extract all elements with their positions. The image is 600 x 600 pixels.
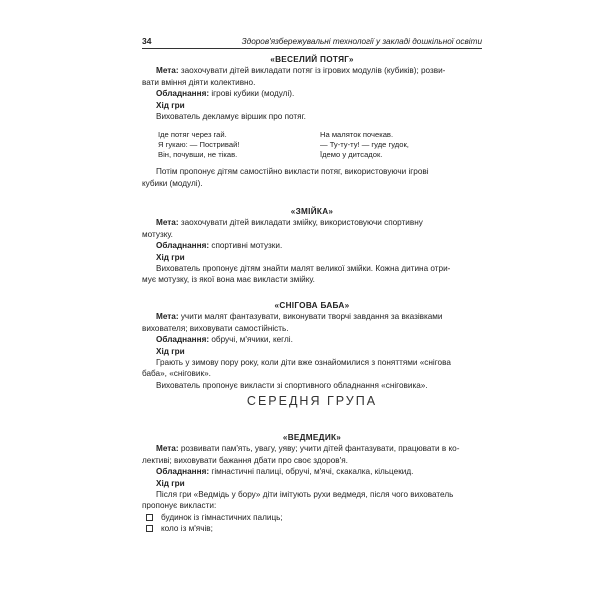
equipment-line <box>142 466 482 477</box>
poem <box>158 130 482 160</box>
list-item <box>142 523 482 534</box>
course-label: Хід гри <box>156 100 185 110</box>
game-title: «ЗМІЙКА» <box>290 207 334 216</box>
goal-label: Мета: <box>156 218 179 228</box>
goal-text: заохочувати дітей викладати змійку, використовуючи спортивну <box>178 218 423 228</box>
list-item-text: будинок із гімнастичних палиць; <box>161 512 283 522</box>
goal-line <box>142 443 482 454</box>
game-zmiika <box>142 206 482 286</box>
poem-left-column <box>158 130 320 160</box>
equipment-line <box>142 88 482 99</box>
goal-text-cont: вихователя; виховувати самостійність. <box>142 323 289 333</box>
goal-text: розвивати пам'ять, увагу, уяву; учити дітей фантазувати, працювати в ко- <box>178 444 460 454</box>
goal-label: Мета: <box>156 312 179 322</box>
course-label: Хід гри <box>156 346 185 356</box>
game-title: «ВЕДМЕДИК» <box>282 433 342 442</box>
course-label: Хід гри <box>156 478 185 488</box>
poem-line: Іде потяг через гай. <box>158 130 227 140</box>
paragraph: Потім пропонує дітям самостійно викласти потяг, використовуючи ігрові <box>156 167 429 177</box>
book-page <box>142 0 482 600</box>
page-number: 34 <box>142 35 152 46</box>
poem-line: — Ту-ту-ту! — гуде гудок, <box>320 140 409 150</box>
running-title: Здоров'язбережувальні технології у закладі дошкільної освіти <box>241 36 482 46</box>
square-bullet-icon <box>146 525 153 532</box>
game-title: «СНІГОВА БАБА» <box>274 301 350 310</box>
paragraph: Після гри «Ведмідь у бору» діти імітують рухи ведмедя, після чого вихователь <box>156 490 454 500</box>
equipment-text: гімнастичні палиці, обручі, м'ячі, скакалка, кільцекид. <box>209 467 414 477</box>
equipment-line <box>142 334 482 345</box>
goal-text-cont: вати вміння діяти колективно. <box>142 77 256 87</box>
equipment-label: Обладнання: <box>156 241 210 251</box>
game-vedmedyk <box>142 432 482 535</box>
goal-line <box>142 217 482 228</box>
group-heading: СЕРЕДНЯ ГРУПА <box>246 394 378 408</box>
poem-line: На маляток почекав. <box>320 130 394 140</box>
goal-text: заохочувати дітей викладати потяг із ігрових модулів (кубиків); розви- <box>178 66 446 76</box>
paragraph-cont: пропонує викласти: <box>142 501 217 511</box>
equipment-label: Обладнання: <box>156 89 210 99</box>
paragraph: Вихователь пропонує дітям знайти малят великої змійки. Кожна дитина отри- <box>156 264 451 274</box>
poem-line: Я гукаю: — Постривай! <box>158 140 240 150</box>
goal-text-cont: лективі; виховувати бажання дбати про своє здоров'я. <box>142 455 348 465</box>
equipment-text: обручі, м'ячики, кеглі. <box>209 335 293 345</box>
course-label: Хід гри <box>156 252 185 262</box>
equipment-line <box>142 240 482 251</box>
equipment-text: ігрові кубики (модулі). <box>209 89 295 99</box>
page-header <box>142 36 482 49</box>
list-item <box>142 512 482 523</box>
goal-line <box>142 311 482 322</box>
game-snihova-baba <box>142 300 482 391</box>
paragraph: Грають у зимову пору року, коли діти вже ознайомилися з поняттями «снігова <box>156 358 451 368</box>
group-heading-block <box>142 396 482 407</box>
paragraph-cont: баба», «сніговик». <box>142 369 211 379</box>
poem-line: Він, почувши, не тікав. <box>158 150 238 160</box>
paragraph-cont: кубики (модулі). <box>142 178 203 188</box>
paragraph-cont: мує мотузку, із якої вона має викласти змійку. <box>142 275 315 285</box>
game-title: «ВЕСЕЛИЙ ПОТЯГ» <box>270 55 354 64</box>
equipment-label: Обладнання: <box>156 335 210 345</box>
equipment-label: Обладнання: <box>156 467 210 477</box>
goal-label: Мета: <box>156 444 179 454</box>
goal-text: учити малят фантазувати, виконувати творчі завдання за вказівками <box>178 312 443 322</box>
square-bullet-icon <box>146 514 153 521</box>
poem-right-column <box>320 130 482 160</box>
goal-line <box>142 65 482 76</box>
equipment-text: спортивні мотузки. <box>209 241 283 251</box>
goal-text-cont: мотузку. <box>142 229 173 239</box>
goal-label: Мета: <box>156 66 179 76</box>
paragraph: Вихователь пропонує викласти зі спортивного обладнання «сніговика». <box>156 380 428 390</box>
poem-line: Їдемо у дитсадок. <box>320 150 383 160</box>
paragraph: Вихователь декламує віршик про потяг. <box>156 112 306 122</box>
list-item-text: коло із м'ячів; <box>161 524 213 534</box>
game-veselyi-potiah <box>142 54 482 189</box>
